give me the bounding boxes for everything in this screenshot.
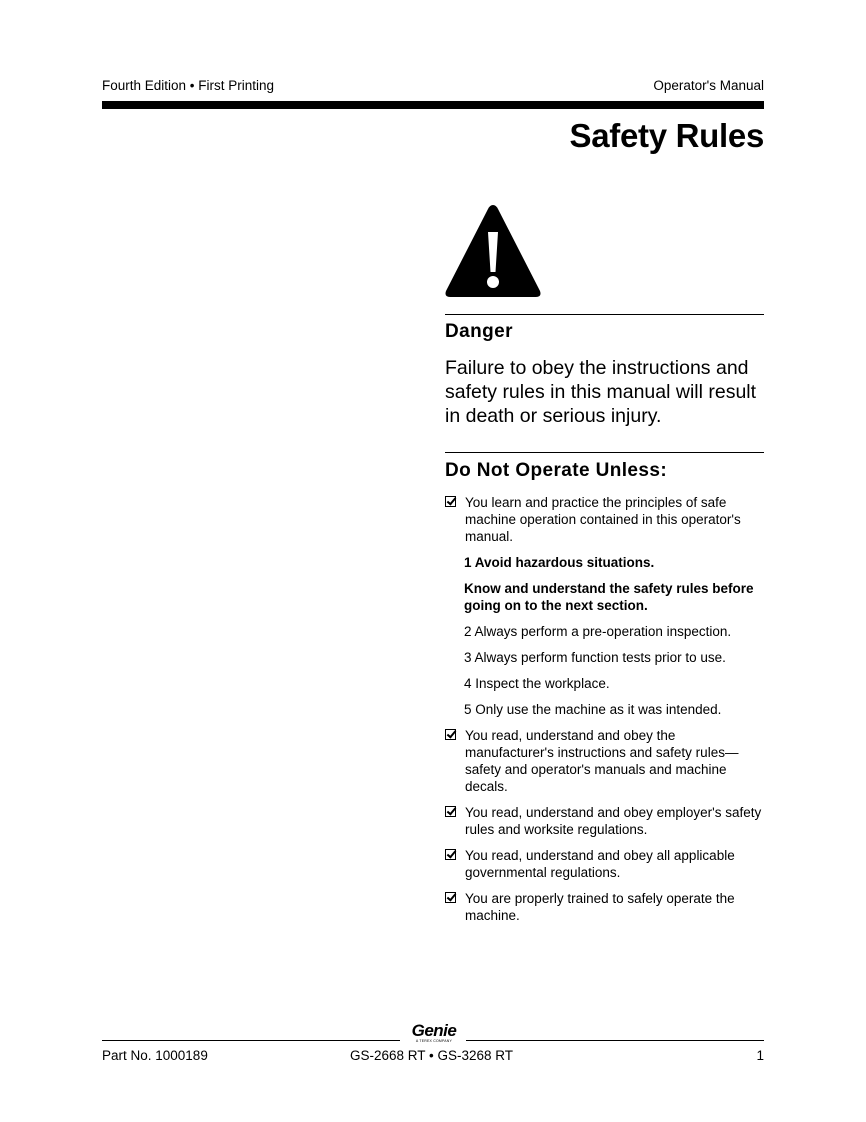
- step-1: 1 Avoid hazardous situations.: [464, 555, 655, 570]
- footer-rule-right: [466, 1040, 764, 1041]
- checkbox-icon: [445, 496, 456, 507]
- header-manual-type: Operator's Manual: [653, 78, 764, 93]
- step-3: 3 Always perform function tests prior to use.: [464, 650, 726, 665]
- checkbox-icon: [445, 849, 456, 860]
- genie-logo: [408, 1022, 460, 1043]
- list-item-text: You read, understand and obey employer's safety rules and worksite regulations.: [465, 805, 762, 837]
- checkbox-icon: [445, 729, 456, 740]
- header-rule: [102, 101, 764, 109]
- step-5: 5 Only use the machine as it was intended.: [464, 702, 722, 717]
- danger-heading: Danger: [445, 321, 513, 342]
- list-item-text: You read, understand and obey all applicable governmental regulations.: [465, 848, 735, 880]
- step-2: 2 Always perform a pre-operation inspection.: [464, 624, 732, 639]
- list-item-text: You read, understand and obey the manufacturer's instructions and safety rules—safety and operator's manuals and machine decals.: [465, 728, 739, 794]
- list-item: [445, 804, 765, 838]
- list-item: [445, 727, 765, 795]
- header-edition: Fourth Edition • First Printing: [102, 78, 275, 93]
- step-1-note: Know and understand the safety rules before going on to the next section.: [464, 581, 754, 613]
- danger-rule: [445, 314, 764, 315]
- page-title: Safety Rules: [569, 117, 764, 154]
- list-item: [445, 494, 765, 545]
- danger-text: Failure to obey the instructions and safety rules in this manual will result in death or serious injury.: [445, 357, 757, 427]
- list-item: [445, 890, 765, 924]
- list-item-text: You are properly trained to safely operate the machine.: [465, 891, 735, 923]
- step-4: 4 Inspect the workplace.: [464, 676, 610, 691]
- checkbox-icon: [445, 892, 456, 903]
- warning-triangle-icon: [444, 202, 542, 300]
- page-number: 1: [756, 1048, 764, 1063]
- logo-wordmark: Genie: [411, 1021, 457, 1040]
- requirements-list: [445, 494, 765, 933]
- checkbox-icon: [445, 806, 456, 817]
- list-item-text: You learn and practice the principles of safe machine operation contained in this operator's manual.: [465, 495, 741, 544]
- part-number: Part No. 1000189: [102, 1048, 208, 1063]
- section-rule: [445, 452, 764, 453]
- model-numbers: GS-2668 RT • GS-3268 RT: [350, 1048, 514, 1063]
- section-heading: Do Not Operate Unless:: [445, 460, 668, 481]
- list-item: [445, 847, 765, 881]
- logo-tagline: A TEREX COMPANY: [415, 1039, 453, 1043]
- footer-rule-left: [102, 1040, 400, 1041]
